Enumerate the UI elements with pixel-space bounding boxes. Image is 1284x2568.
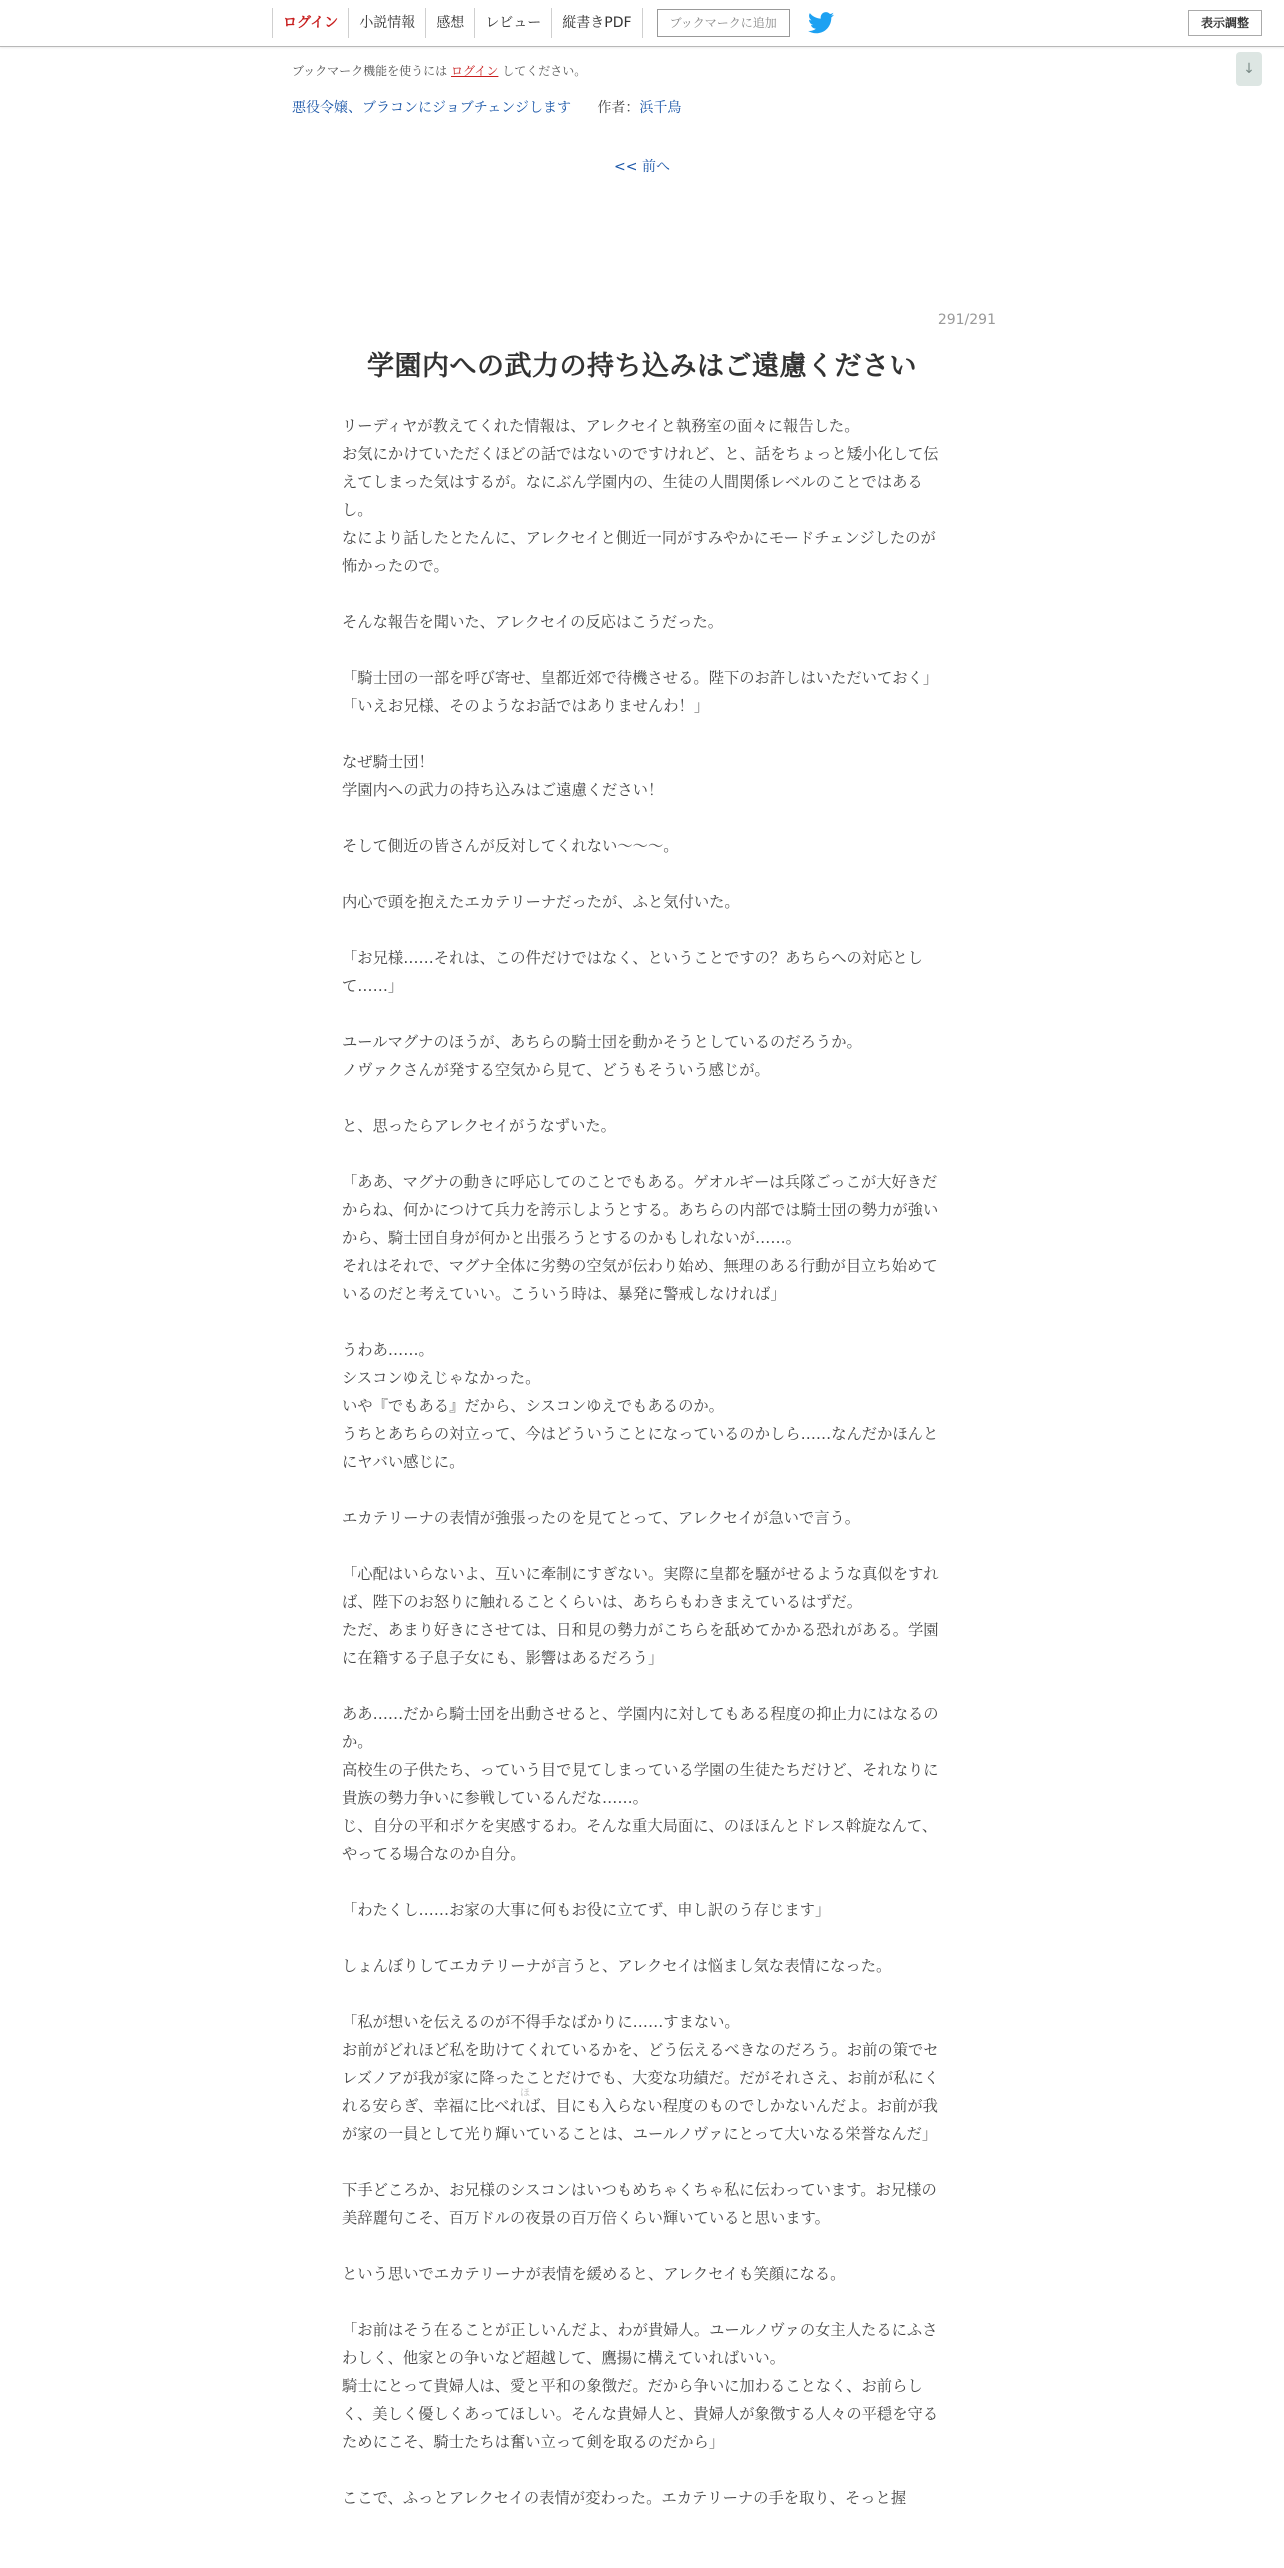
author-link[interactable]: 浜千鳥 [639, 100, 682, 116]
body-paragraph: 「心配はいらないよ、互いに牽制にすぎない。実際に皇都を騒がせるような真似をすれば、陛下のお怒りに触れることくらいは、あちらもわきまえているはずだ。 [342, 1565, 939, 1611]
body-paragraph: そして側近の皆さんが反対してくれない〜〜〜。 [342, 837, 679, 855]
notice-text-before: ブックマーク機能を使うには [292, 64, 448, 78]
notice-login-link[interactable]: ログイン [451, 64, 499, 78]
prev-chapter-link[interactable]: << 前へ [614, 159, 670, 175]
blank-line [342, 720, 942, 748]
blank-line [342, 916, 942, 944]
add-bookmark-button[interactable]: ブックマークに追加 [657, 9, 790, 37]
body-paragraph: うわあ……。 [342, 1341, 434, 1359]
body-paragraph: という思いでエカテリーナが表情を緩めると、アレクセイも笑顔になる。 [342, 2265, 846, 2283]
nav-login[interactable]: ログイン [272, 8, 348, 38]
body-paragraph: お気にかけていただくほどの話ではないのですけれど、と、話をちょっと矮小化して伝えてしまった気はするが。なにぶん学園内の、生徒の人間関係レベルのことではあるし。 [342, 445, 939, 519]
nav-novel-info[interactable]: 小説情報 [348, 8, 425, 38]
body-paragraph: それはそれで、マグナ全体に劣勢の空気が伝わり始め、無理のある行動が目立ち始めているのだと考えていい。こういう時は、暴発に警戒しなければ」 [342, 1257, 938, 1303]
display-settings-button[interactable]: 表示調整 [1188, 10, 1262, 36]
nav-menu [272, 8, 834, 38]
blank-line [342, 1980, 942, 2008]
scroll-down-button[interactable]: ↓ [1236, 52, 1262, 86]
stray-mark: ほ [520, 2088, 530, 2099]
body-paragraph: しょんぼりしてエカテリーナが言うと、アレクセイは悩まし気な表情になった。 [342, 1957, 892, 1975]
body-paragraph: 「わたくし……お家の大事に何もお役に立てず、申し訳のう存じます」 [342, 1901, 831, 1919]
body-paragraph: なぜ騎士団！ [342, 753, 434, 771]
body-paragraph: エカテリーナの表情が強張ったのを見てとって、アレクセイが急いで言う。 [342, 1509, 861, 1527]
notice-text-after: してください。 [502, 64, 587, 78]
top-navbar [0, 0, 1284, 47]
body-paragraph: そんな報告を聞いた、アレクセイの反応はこうだった。 [342, 613, 724, 631]
twitter-icon[interactable] [808, 12, 834, 34]
blank-line [342, 1140, 942, 1168]
blank-line [342, 1672, 942, 1700]
blank-line [342, 2232, 942, 2260]
bookmark-notice [292, 62, 586, 79]
body-paragraph: なにより話したとたんに、アレクセイと側近一同がすみやかにモードチェンジしたのが怖かったので。 [342, 529, 936, 575]
blank-line [342, 1532, 942, 1560]
body-paragraph: ああ……だから騎士団を出動させると、学園内に対してもある程度の抑止力にはなるのか。 [342, 1705, 939, 1751]
body-paragraph: 「私が想いを伝えるのが不得手なばかりに……すまない。 [342, 2013, 740, 2031]
blank-line [342, 1924, 942, 1952]
series-title-link[interactable]: 悪役令嬢、ブラコンにジョブチェンジします [292, 100, 571, 116]
blank-line [342, 2148, 942, 2176]
blank-line [342, 1084, 942, 1112]
blank-line [342, 580, 942, 608]
nav-impressions[interactable]: 感想 [425, 8, 474, 38]
body-paragraph: 高校生の子供たち、っていう目で見てしまっている学園の生徒たちだけど、それなりに貴族の勢力争いに参戦しているんだな……。 [342, 1761, 939, 1807]
body-paragraph: ノヴァクさんが発する空気から見て、どうもそういう感じが。 [342, 1061, 770, 1079]
blank-line [342, 1000, 942, 1028]
body-paragraph: ここで、ふっとアレクセイの表情が変わった。エカテリーナの手を取り、そっと握 [342, 2489, 907, 2507]
body-paragraph: リーディヤが教えてくれた情報は、アレクセイと執務室の面々に報告した。 [342, 417, 860, 435]
body-paragraph: うちとあちらの対立って、今はどういうことになっているのかしら……なんだかほんとにヤバい感じに。 [342, 1425, 939, 1471]
body-paragraph: 内心で頭を抱えたエカテリーナだったが、ふと気付いた。 [342, 893, 740, 911]
novel-body [342, 412, 942, 2512]
body-paragraph: 「騎士団の一部を呼び寄せ、皇都近郊で待機させる。陛下のお許しはいただいておく」 [342, 669, 939, 687]
body-paragraph: 下手どころか、お兄様のシスコンはいつもめちゃくちゃ私に伝わっています。お兄様の美辞麗句こそ、百万ドルの夜景の百万倍くらい輝いていると思います。 [342, 2181, 937, 2227]
body-paragraph: と、思ったらアレクセイがうなずいた。 [342, 1117, 616, 1135]
nav-review[interactable]: レビュー [474, 8, 551, 38]
body-paragraph: ただ、あまり好きにさせては、日和見の勢力がこちらを舐めてかかる恐れがある。学園に在籍する子息子女にも、影響はあるだろう」 [342, 1621, 939, 1667]
blank-line [342, 2456, 942, 2484]
page-count: 291/291 [937, 312, 996, 328]
novel-info [292, 97, 681, 117]
author-label: 作者： [597, 100, 640, 116]
body-paragraph: ユールマグナのほうが、あちらの騎士団を動かそうとしているのだろうか。 [342, 1033, 862, 1051]
body-paragraph: お前がどれほど私を助けてくれているかを、どう伝えるべきなのだろう。お前の策でセレズノアが我が家に降ったことだけでも、大変な功績だ。だがそれさえ、お前が私にくれる安らぎ、幸福に比べれば、目にも入らない程度のものでしかないんだよ。お前が我が家の一員として光り輝いていることは、ユールノヴァにとって大いなる栄誉なんだ」 [342, 2041, 940, 2143]
body-paragraph: 学園内への武力の持ち込みはご遠慮ください！ [342, 781, 664, 799]
blank-line [342, 2288, 942, 2316]
body-paragraph: 騎士にとって貴婦人は、愛と平和の象徴だ。だから争いに加わることなく、お前らしく、美しく優しくあってほしい。そんな貴婦人と、貴婦人が象徴する人々の平穏を守るためにこそ、騎士たちは奮い立って剣を取るのだから」 [342, 2377, 939, 2451]
body-paragraph: 「お兄様……それは、この件だけではなく、ということですの？あちらへの対応として……」 [342, 949, 923, 995]
blank-line [342, 860, 942, 888]
blank-line [342, 804, 942, 832]
blank-line [342, 1476, 942, 1504]
body-paragraph: 「ああ、マグナの動きに呼応してのことでもある。ゲオルギーは兵隊ごっこが大好きだからね、何かにつけて兵力を誇示しようとする。あちらの内部では騎士団の勢力が強いから、騎士団自身が何かと出張ろうとするのかもしれないが……。 [342, 1173, 939, 1247]
blank-line [342, 1308, 942, 1336]
body-paragraph: 「いえお兄様、そのようなお話ではありませんわ！」 [342, 697, 710, 715]
body-paragraph: シスコンゆえじゃなかった。 [342, 1369, 541, 1387]
body-paragraph: 「お前はそう在ることが正しいんだよ、わが貴婦人。ユールノヴァの女主人たるにふさわしく、他家との争いなど超越して、鷹揚に構えていればいい。 [342, 2321, 938, 2367]
chapter-title: 学園内への武力の持ち込みはご遠慮ください [367, 351, 917, 382]
body-paragraph: じ、自分の平和ボケを実感するわ。そんな重大局面に、のほほんとドレス斡旋なんて、やってる場合なのか自分。 [342, 1817, 938, 1863]
blank-line [342, 636, 942, 664]
body-paragraph: いや『でもある』だから、シスコンゆえでもあるのか。 [342, 1397, 724, 1415]
nav-vertical-pdf[interactable]: 縦書きPDF [551, 8, 642, 38]
blank-line [342, 1868, 942, 1896]
